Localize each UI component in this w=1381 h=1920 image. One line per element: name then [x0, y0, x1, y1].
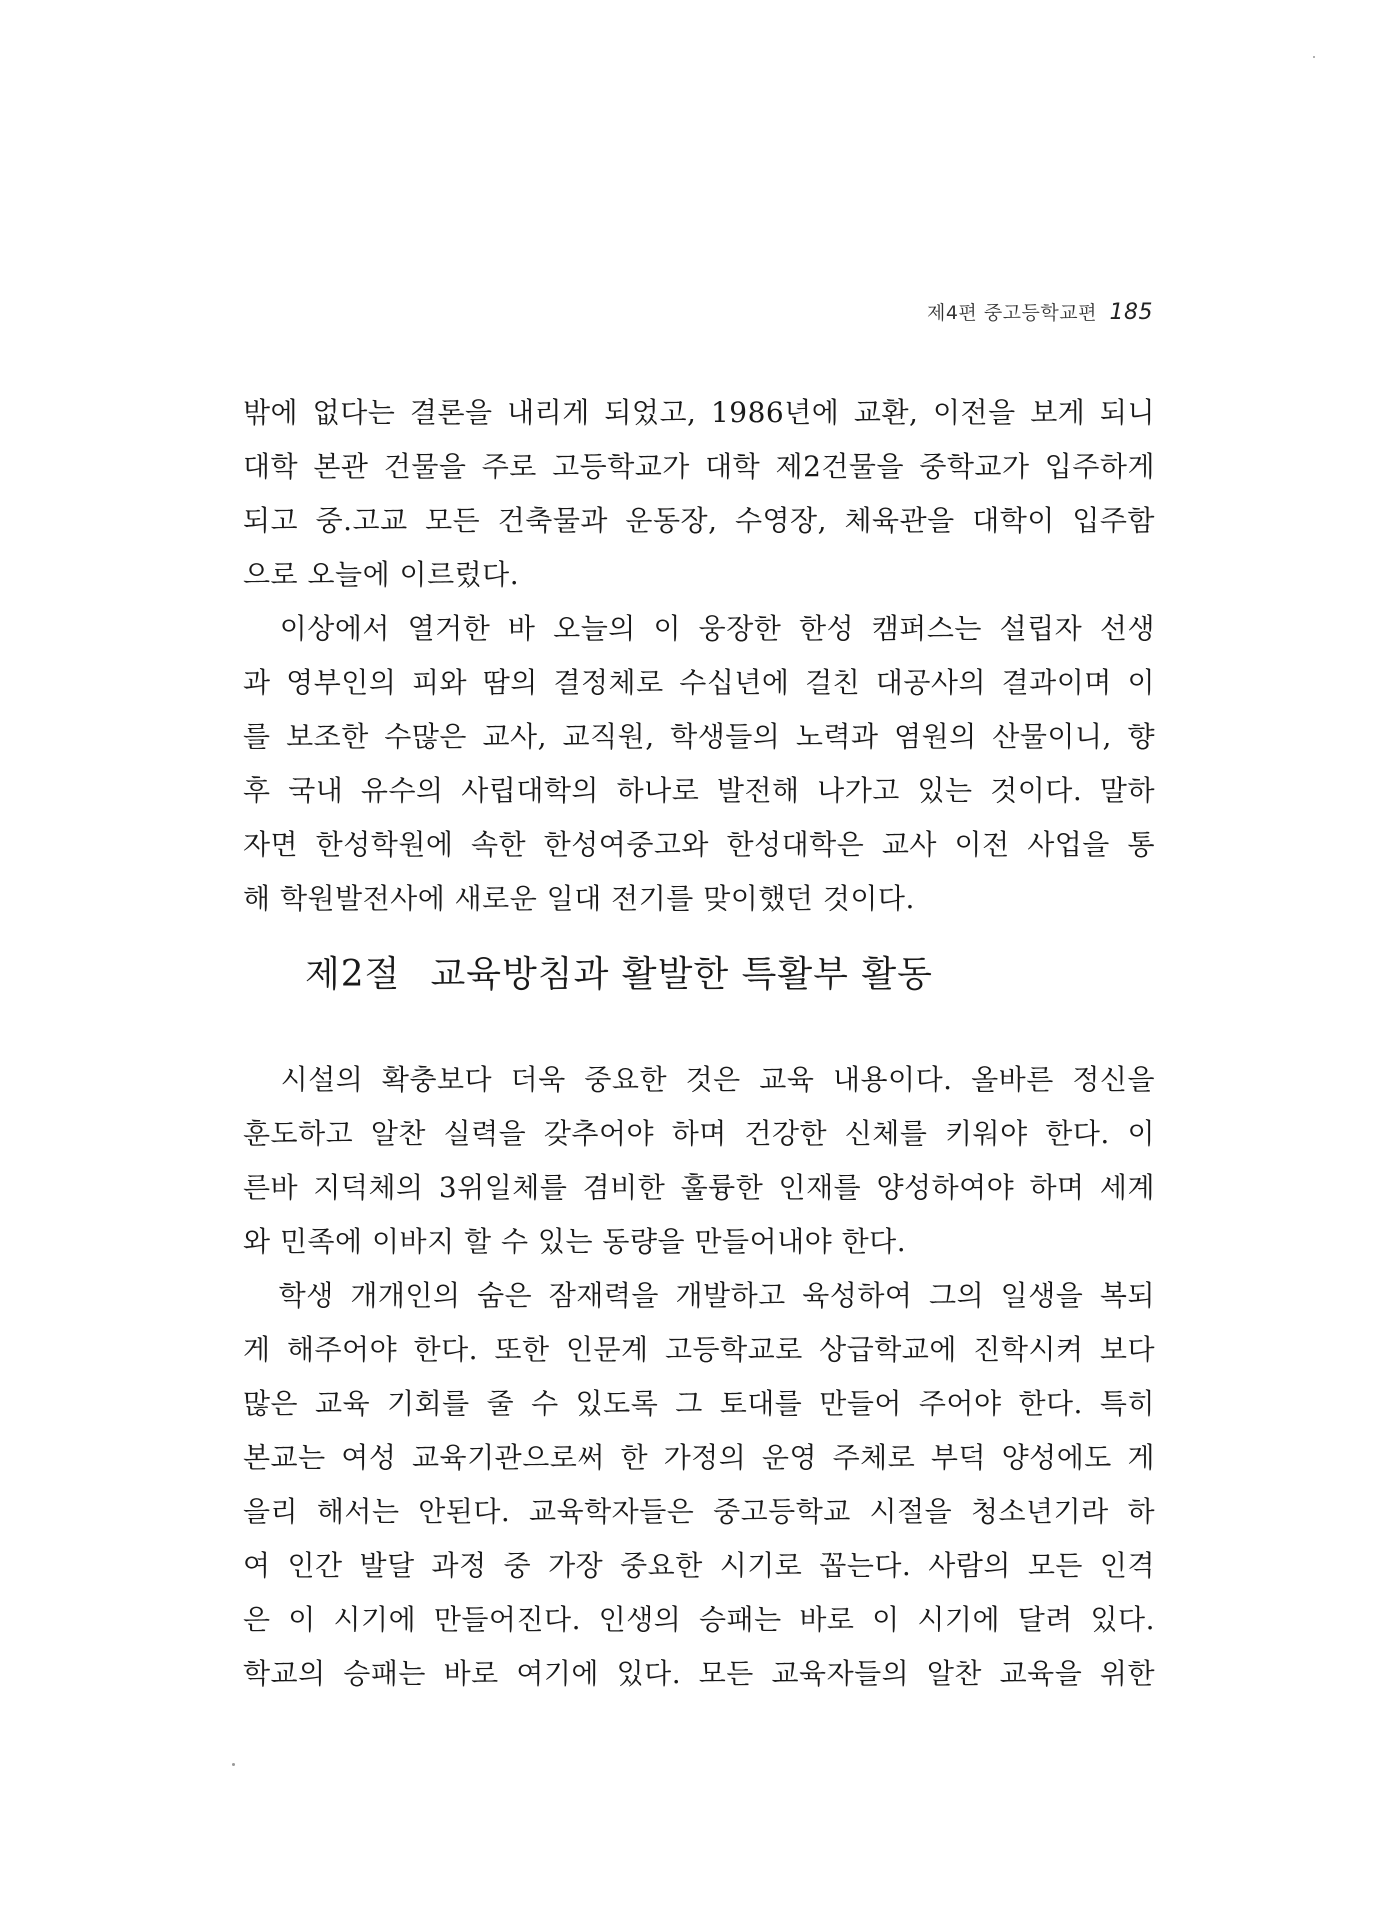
- text-line: 대학 본관 건물을 주로 고등학교가 대학 제2건물을 중학교가 입주하게: [243, 450, 1155, 483]
- scan-speck: [232, 1763, 235, 1766]
- text-line: 과 영부인의 피와 땀의 결정체로 수십년에 걸친 대공사의 결과이며 이: [243, 666, 1155, 699]
- text-line: 여 인간 발달 과정 중 가장 중요한 시기로 꼽는다. 사람의 모든 인격: [243, 1549, 1155, 1582]
- body-text-bottom: [243, 1053, 1155, 1701]
- text-line: 와 민족에 이바지 할 수 있는 동량을 만들어내야 한다.: [243, 1225, 907, 1258]
- text-line: 밖에 없다는 결론을 내리게 되었고, 1986년에 교환, 이전을 보게 되니: [243, 396, 1155, 429]
- text-line: 해 학원발전사에 새로운 일대 전기를 맞이했던 것이다.: [243, 882, 915, 915]
- body-text-top: [243, 386, 1155, 926]
- text-line: 을리 해서는 안된다. 교육학자들은 중고등학교 시절을 청소년기라 하: [243, 1495, 1155, 1528]
- text-line: 훈도하고 알찬 실력을 갖추어야 하며 건강한 신체를 키워야 한다. 이: [243, 1117, 1155, 1150]
- text-line: 되고 중.고교 모든 건축물과 운동장, 수영장, 체육관을 대학이 입주함: [243, 504, 1155, 537]
- text-line: 를 보조한 수많은 교사, 교직원, 학생들의 노력과 염원의 산물이니, 향: [243, 720, 1155, 753]
- text-line: 본교는 여성 교육기관으로써 한 가정의 운영 주체로 부덕 양성에도 게: [243, 1441, 1155, 1474]
- section-number: 제2절: [305, 954, 401, 995]
- text-line: 후 국내 유수의 사립대학의 하나로 발전해 나가고 있는 것이다. 말하: [243, 774, 1155, 807]
- scan-speck: [1313, 56, 1315, 58]
- text-line: 으로 오늘에 이르렀다.: [243, 558, 520, 591]
- header-title: 제4편 중고등학교편: [926, 302, 1097, 324]
- running-header: [927, 298, 1153, 325]
- text-line: 많은 교육 기회를 줄 수 있도록 그 토대를 만들어 주어야 한다. 특히: [243, 1387, 1155, 1420]
- section-heading: [305, 946, 933, 997]
- text-line: 이상에서 열거한 바 오늘의 이 웅장한 한성 캠퍼스는 설립자 선생: [243, 612, 1155, 645]
- text-line: 시설의 확충보다 더욱 중요한 것은 교육 내용이다. 올바른 정신을: [243, 1063, 1155, 1096]
- text-line: 자면 한성학원에 속한 한성여중고와 한성대학은 교사 이전 사업을 통: [243, 828, 1155, 861]
- text-line: 른바 지덕체의 3위일체를 겸비한 훌륭한 인재를 양성하여야 하며 세계: [243, 1171, 1155, 1204]
- text-line: 학생 개개인의 숨은 잠재력을 개발하고 육성하여 그의 일생을 복되: [243, 1279, 1155, 1312]
- section-title: 교육방침과 활발한 특활부 활동: [430, 954, 933, 995]
- text-line: 은 이 시기에 만들어진다. 인생의 승패는 바로 이 시기에 달려 있다.: [243, 1603, 1155, 1636]
- text-line: 게 해주어야 한다. 또한 인문계 고등학교로 상급학교에 진학시켜 보다: [243, 1333, 1155, 1366]
- page-number: 185: [1109, 300, 1153, 325]
- text-line: 학교의 승패는 바로 여기에 있다. 모든 교육자들의 알찬 교육을 위한: [243, 1657, 1155, 1690]
